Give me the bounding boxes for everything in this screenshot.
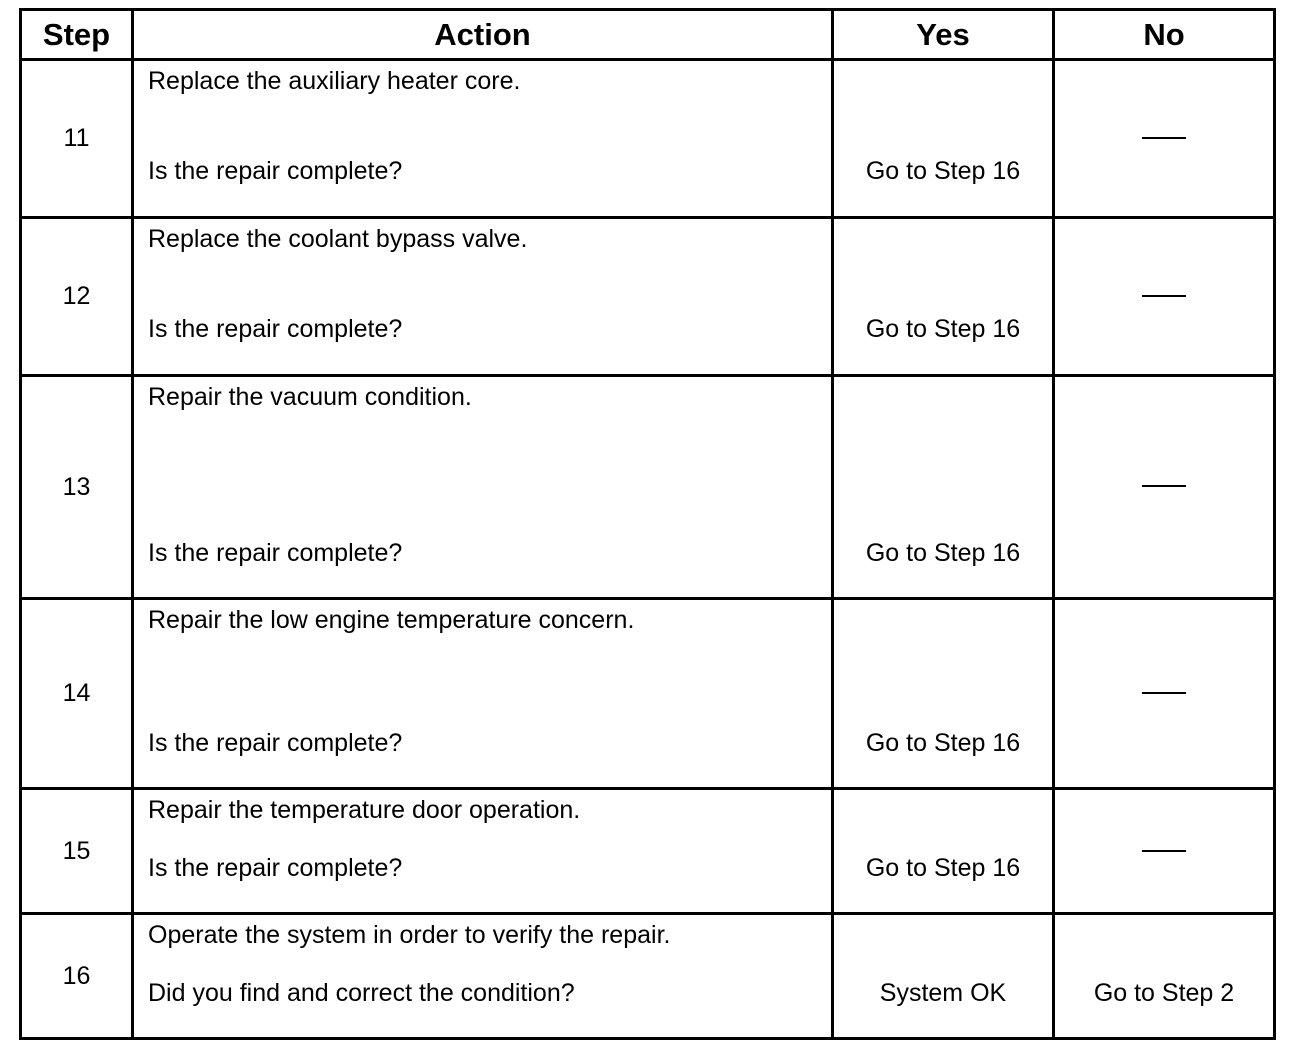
yes-result: System OK [879, 979, 1007, 1007]
no-cell [1054, 218, 1275, 376]
action-text: Operate the system in order to verify the repair. [148, 921, 671, 949]
action-text: Repair the vacuum condition. [148, 383, 472, 411]
table-row [21, 789, 1275, 914]
table-row [21, 60, 1275, 218]
action-cell [133, 218, 833, 376]
action-text: Repair the low engine temperature concern. [148, 606, 635, 634]
action-question: Is the repair complete? [148, 157, 403, 185]
action-cell [133, 60, 833, 218]
header-yes: Yes [833, 10, 1054, 60]
header-step: Step [21, 10, 133, 60]
action-text: Replace the auxiliary heater core. [148, 67, 521, 95]
step-number: 11 [21, 60, 133, 218]
action-question: Is the repair complete? [148, 854, 403, 882]
yes-cell [833, 914, 1054, 1039]
yes-cell [833, 60, 1054, 218]
no-cell [1054, 60, 1275, 218]
header-action: Action [133, 10, 833, 60]
step-number: 12 [21, 218, 133, 376]
yes-cell [833, 599, 1054, 789]
yes-cell [833, 376, 1054, 599]
no-cell [1054, 599, 1275, 789]
action-cell [133, 914, 833, 1039]
table-row [21, 914, 1275, 1039]
action-cell [133, 599, 833, 789]
step-number: 14 [21, 599, 133, 789]
action-question: Did you find and correct the condition? [148, 979, 575, 1007]
no-result-dash [1142, 485, 1186, 487]
action-question: Is the repair complete? [148, 539, 403, 567]
no-result-dash [1142, 137, 1186, 139]
no-result: Go to Step 2 [1093, 979, 1235, 1007]
step-number: 16 [21, 914, 133, 1039]
table-row [21, 376, 1275, 599]
action-text: Replace the coolant bypass valve. [148, 225, 528, 253]
action-question: Is the repair complete? [148, 315, 403, 343]
header-row [21, 10, 1275, 60]
action-question: Is the repair complete? [148, 729, 403, 757]
no-result-dash [1142, 692, 1186, 694]
yes-result: Go to Step 16 [865, 729, 1021, 757]
no-cell [1054, 376, 1275, 599]
no-result-dash [1142, 295, 1186, 297]
action-text: Repair the temperature door operation. [148, 796, 581, 824]
header-no: No [1054, 10, 1275, 60]
no-cell [1054, 914, 1275, 1039]
action-cell [133, 789, 833, 914]
yes-cell [833, 789, 1054, 914]
yes-result: Go to Step 16 [865, 315, 1021, 343]
yes-result: Go to Step 16 [865, 539, 1021, 567]
table-row [21, 218, 1275, 376]
yes-cell [833, 218, 1054, 376]
no-cell [1054, 789, 1275, 914]
diagnostic-table [19, 8, 1276, 1040]
table-row [21, 599, 1275, 789]
step-number: 15 [21, 789, 133, 914]
action-cell [133, 376, 833, 599]
yes-result: Go to Step 16 [865, 157, 1021, 185]
step-number: 13 [21, 376, 133, 599]
no-result-dash [1142, 850, 1186, 852]
yes-result: Go to Step 16 [865, 854, 1021, 882]
